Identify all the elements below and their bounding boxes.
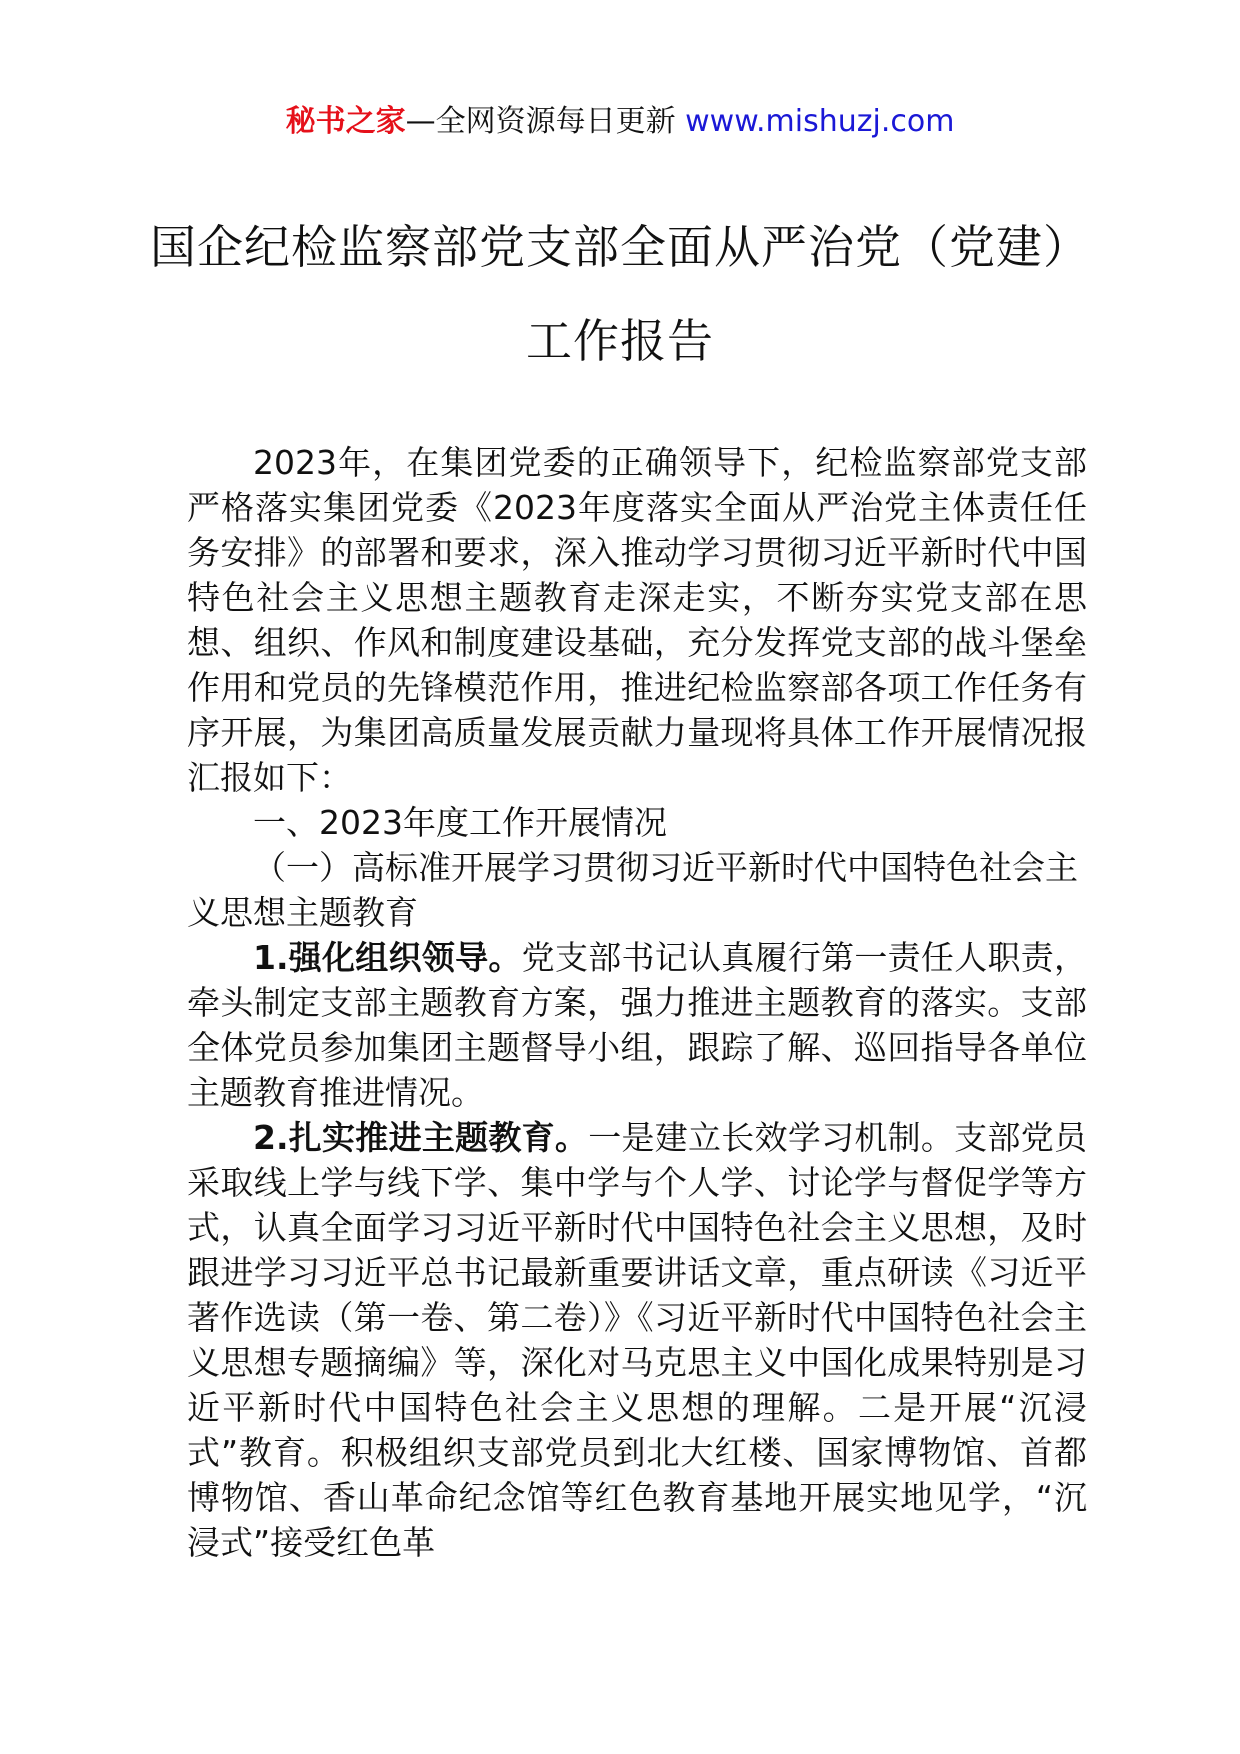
banner-tagline: —全网资源每日更新	[405, 104, 676, 139]
item-lead-2: 2.扎实推进主题教育。	[253, 1118, 589, 1157]
item-text-1: 党支部书记认真履行第一责任人职责，牵头制定支部主题教育方案，强力推进主题教育的落实。支部全体党员参加集团主题督导小组，跟踪了解、巡回指导各单位主题教育推进情况。	[187, 938, 1088, 1112]
item-paragraph-1	[187, 935, 1087, 1115]
intro-paragraph: 2023年，在集团党委的正确领导下，纪检监察部党支部严格落实集团党委《2023年度落实全面从严治党主体责任任务安排》的部署和要求，深入推动学习贯彻习近平新时代中国特色社会主义思想主题教育走深走实，不断夯实党支部在思想、组织、作风和制度建设基础，充分发挥党支部的战斗堡垒作用和党员的先锋模范作用，推进纪检监察部各项工作任务有序开展，为集团高质量发展贡献力量现将具体工作开展情况报汇报如下：	[187, 443, 1087, 797]
item-lead-1: 1.强化组织领导。	[253, 938, 522, 977]
item-text-2: 一是建立长效学习机制。支部党员采取线上学与线下学、集中学与个人学、讨论学与督促学等方式，认真全面学习习近平新时代中国特色社会主义思想，及时跟进学习习近平总书记最新重要讲话文章，重点研读《习近平著作选读（第一卷、第二卷）》《习近平新时代中国特色社会主义思想专题摘编》等，深化对马克思主义中国化成果特别是习近平新时代中国特色社会主义思想的理解。二是开展“沉浸式”教育。积极组织支部党员到北大红楼、国家博物馆、首都博物馆、香山革命纪念馆等红色教育基地开展实地见学，“沉浸式”接受红色革	[187, 1118, 1088, 1562]
brand-name: 秘书之家	[285, 104, 406, 139]
item-paragraph-2	[187, 1115, 1087, 1565]
document-title: 国企纪检监察部党支部全面从严治党（党建）工作报告	[150, 220, 1090, 368]
subsection-heading: （一）高标准开展学习贯彻习近平新时代中国特色社会主义思想主题教育	[187, 848, 1078, 932]
site-banner	[0, 100, 1240, 144]
section-heading: 一、2023年度工作开展情况	[253, 803, 667, 842]
website-link[interactable]: www.mishuzj.com	[685, 104, 955, 139]
document-body	[187, 440, 1087, 1565]
